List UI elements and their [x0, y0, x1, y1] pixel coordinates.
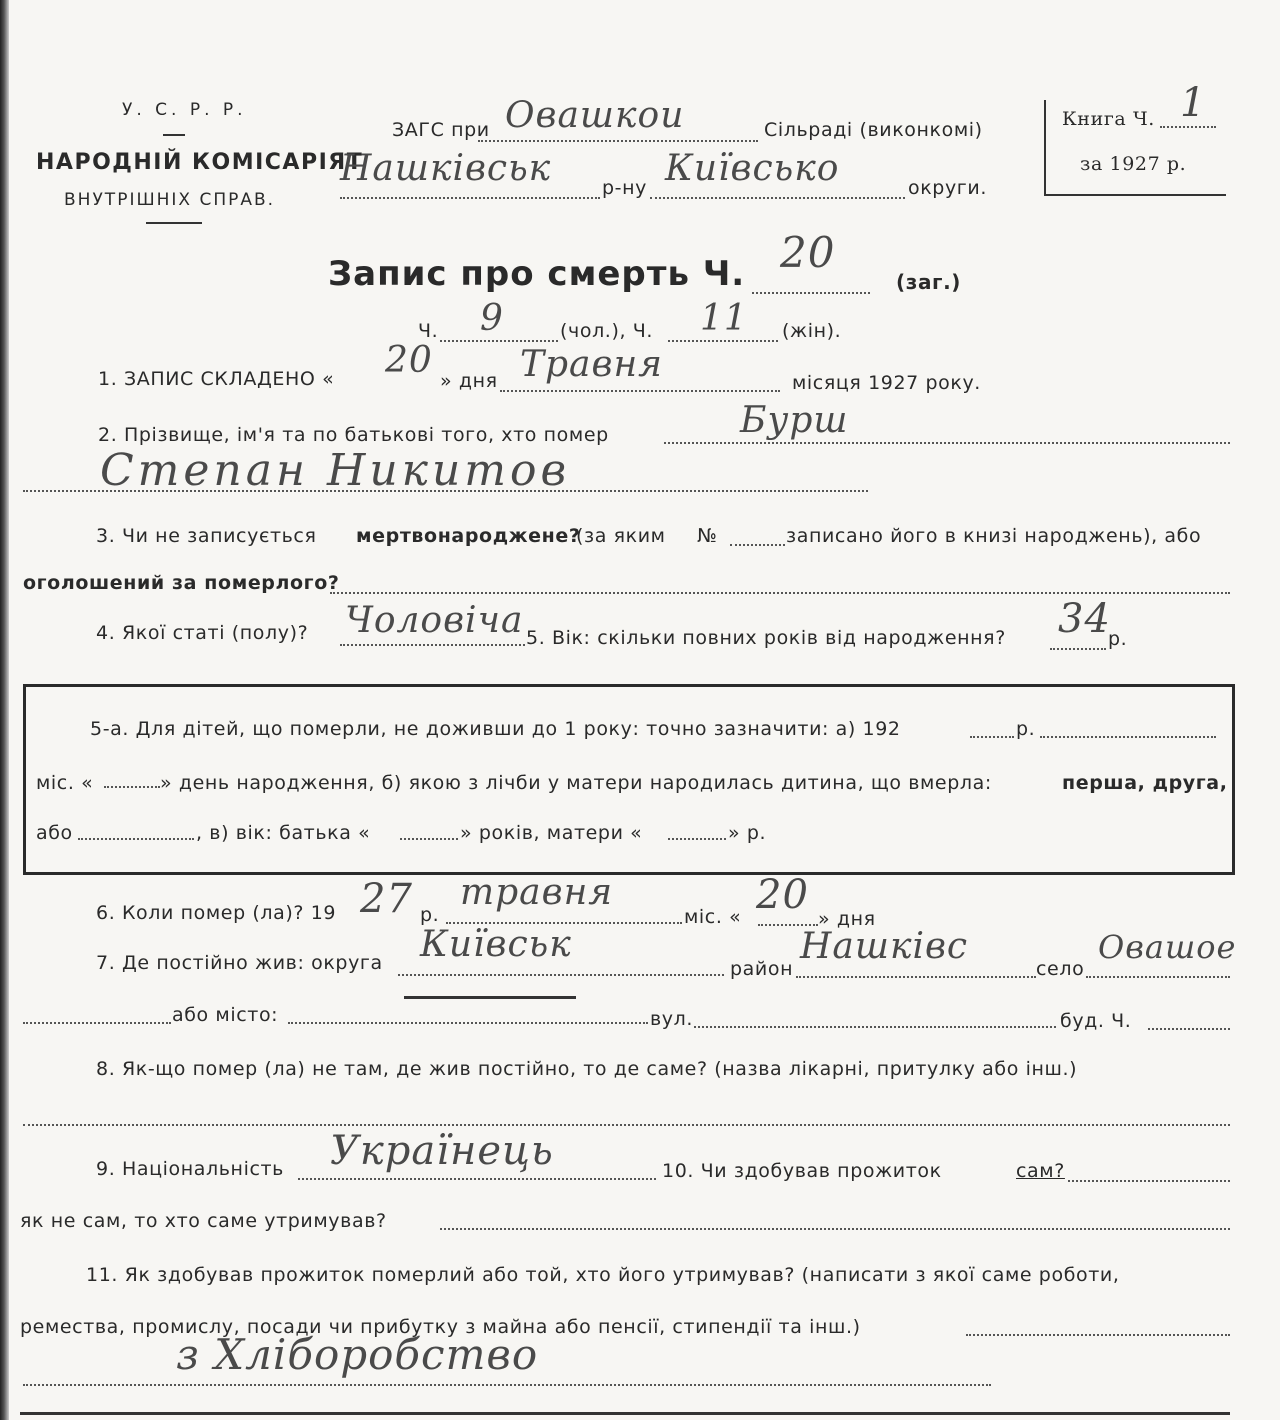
scan-edge [0, 0, 9, 1420]
q11-line1: 11. Як здобував прожиток померлий або той, хто його утримував? (написати з якої саме роботи, [86, 1264, 1120, 1286]
q7-selo-handwritten: Овашое [1098, 928, 1237, 966]
q3-which: (за яким [576, 525, 666, 547]
q5a-line1: 5-а. Для дітей, що померли, не доживши до 1 року: точно зазначити: а) 192 [90, 718, 901, 740]
q6-dnya: » дня [818, 908, 876, 930]
female-label: (жін). [782, 320, 842, 342]
q7-building-label: буд. Ч. [1060, 1010, 1132, 1032]
q3-label: 3. Чи не записується [96, 525, 317, 547]
q10-self: сам? [1016, 1160, 1065, 1182]
fill-line [104, 786, 160, 788]
q10-supporter-label: як не сам, то хто саме утримував? [20, 1210, 387, 1232]
page-title: Запис про смерть Ч. [328, 254, 746, 294]
fill-line [668, 340, 778, 342]
q5-age-unit: р. [1108, 628, 1128, 650]
q9-nationality-handwritten: Українець [330, 1128, 554, 1174]
book-box-border [1044, 194, 1226, 196]
fill-line [664, 442, 1230, 444]
q7-rayon-label: район [730, 958, 794, 980]
okruga-label: округи. [908, 177, 987, 199]
q6-year-handwritten: 27 [360, 876, 413, 922]
fill-line [668, 838, 726, 840]
handwritten-stroke [404, 996, 576, 999]
q11-answer-handwritten: з Хліборобство [176, 1330, 539, 1379]
female-count-handwritten: 11 [700, 298, 748, 339]
q9-label: 9. Національність [96, 1158, 284, 1180]
q7-selo-label: село [1036, 958, 1085, 980]
q5a-mother-label: » років, матери « [460, 822, 643, 844]
q5a-r: р. [1016, 718, 1036, 740]
q5a-month-label: міс. « [36, 772, 94, 794]
department-label: ВНУТРІШНІХ СПРАВ. [64, 190, 276, 210]
q4-label: 4. Якої статі (полу)? [96, 622, 309, 644]
q2-name-handwritten: Степан Никитов [100, 445, 571, 496]
record-number-handwritten: 20 [780, 228, 836, 277]
fill-line [1040, 736, 1216, 738]
q2-label: 2. Прізвище, ім'я та по батькові того, хто помер [98, 424, 609, 446]
fill-line [730, 544, 785, 546]
okruga-handwritten: Київсько [665, 148, 840, 189]
commissariat-label: НАРОДНІЙ КОМІСАРІЯТ [36, 150, 364, 175]
book-year: за 1927 р. [1080, 153, 1187, 175]
male-ch-label: Ч. [418, 320, 439, 342]
q5a-or: або [36, 822, 73, 844]
silrada-label: Сільраді (виконкомі) [764, 119, 983, 141]
q11-line2: ремества, промислу, посади чи прибутку з майна або пенсії, стипендії та інш.) [20, 1316, 861, 1338]
fill-line [796, 976, 1036, 978]
q7-label: 7. Де постійно жив: округа [96, 952, 383, 974]
fill-line [340, 644, 525, 646]
q6-label: 6. Коли помер (ла)? 19 [96, 902, 337, 924]
q5-age-handwritten: 34 [1058, 596, 1111, 642]
q3-stillborn: мертвонароджене? [356, 525, 581, 547]
q1-day-handwritten: 20 [385, 340, 433, 381]
q3-declared-dead: оголошений за померлого? [23, 572, 340, 594]
divider [146, 222, 202, 224]
zag-label: (заг.) [896, 270, 962, 294]
q1-mid: » дня [440, 370, 498, 392]
q6-month-handwritten: травня [460, 872, 614, 913]
q1-month-handwritten: Травня [520, 344, 664, 385]
q7-city-label: або місто: [172, 1004, 279, 1026]
q2-surname-handwritten: Бурш [740, 400, 849, 441]
fill-line [1160, 126, 1216, 128]
fill-line [400, 838, 458, 840]
q4-sex-handwritten: Чоловіча [345, 600, 524, 641]
fill-line [23, 490, 868, 492]
fill-line [288, 1022, 648, 1024]
q6-r: р. [420, 904, 440, 926]
q1-label: 1. ЗАПИС СКЛАДЕНО « [98, 368, 335, 390]
q3-number-sign: № [697, 525, 718, 547]
q8-label: 8. Як-що помер (ла) не там, де жив постійно, то де саме? (назва лікарні, притулку або інш.) [96, 1058, 1078, 1080]
fill-line [966, 1334, 1230, 1336]
book-number-handwritten: 1 [1180, 80, 1207, 126]
q5a-father-label: , в) вік: батька « [196, 822, 371, 844]
q10-label: 10. Чи здобував прожиток [662, 1160, 942, 1182]
fill-line [1068, 1180, 1230, 1182]
fill-line [330, 592, 1230, 594]
divider [163, 134, 185, 136]
fill-line [1050, 648, 1106, 650]
page-bottom-rule [20, 1412, 1230, 1415]
zags-label: ЗАГС при [392, 119, 490, 141]
q5a-order: перша, друга, [1062, 772, 1228, 794]
q1-end: місяця 1927 року. [792, 372, 981, 394]
fill-line [298, 1178, 656, 1180]
q5a-line2: » день народження, б) якою з лічби у матери народилась дитина, що вмерла: [160, 772, 992, 794]
fill-line [23, 1124, 1230, 1126]
fill-line [650, 197, 905, 199]
zags-handwritten: Овашкои [505, 95, 685, 136]
fill-line [1086, 976, 1230, 978]
q7-okruga-handwritten: Київськ [420, 924, 572, 965]
male-count-handwritten: 9 [480, 298, 504, 339]
fill-line [78, 838, 194, 840]
fill-line [1148, 1028, 1230, 1030]
q3-rest: записано його в книзі народжень), або [786, 525, 1202, 547]
q7-rayon-handwritten: Нашківс [800, 926, 969, 967]
fill-line [440, 1228, 1230, 1230]
rayon-label: р-ну [602, 177, 647, 199]
fill-line [478, 140, 758, 142]
fill-line [440, 340, 558, 342]
republic-label: У. С. Р. Р. [122, 100, 247, 120]
rayon-handwritten: Нашківськ [340, 148, 552, 189]
book-box-border [1044, 100, 1046, 195]
male-label: (чол.), Ч. [560, 320, 654, 342]
q5-label: 5. Вік: скільки повних років від народження? [526, 627, 1006, 649]
fill-line [970, 736, 1014, 738]
q5a-r-end: » р. [728, 822, 767, 844]
fill-line [500, 390, 780, 392]
fill-line [23, 1022, 171, 1024]
fill-line [398, 974, 724, 976]
q6-day-handwritten: 20 [756, 872, 809, 918]
fill-line [340, 197, 600, 199]
fill-line [752, 292, 870, 294]
q6-mis: міс. « [684, 906, 742, 928]
fill-line [694, 1026, 1056, 1028]
fill-line [23, 1384, 991, 1386]
book-label: Книга Ч. [1062, 108, 1155, 130]
q7-street-label: вул. [650, 1008, 694, 1030]
